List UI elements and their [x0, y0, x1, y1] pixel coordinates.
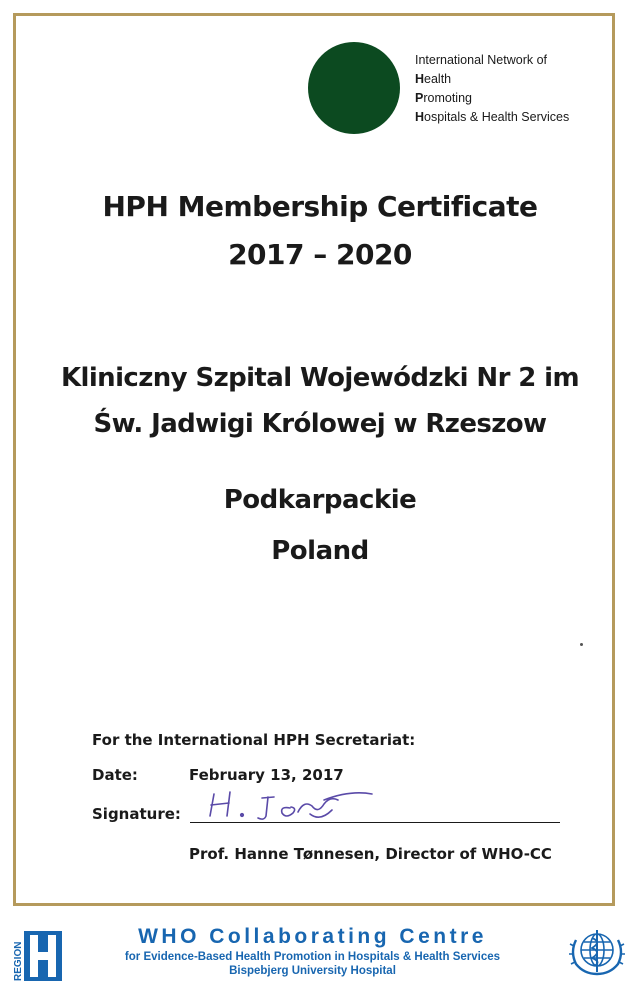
signature-label: Signature:: [92, 805, 181, 823]
hph-network-logo: [308, 42, 400, 134]
institution-name-line-2: Św. Jadwigi Królowej w Rzeszow: [93, 409, 547, 439]
institution-name-line-1: Kliniczny Szpital Wojewódzki Nr 2 im: [61, 363, 579, 393]
certificate-period: 2017 – 2020: [228, 238, 412, 271]
network-line-3: Promoting: [415, 91, 472, 105]
network-line-4: Hospitals & Health Services: [415, 110, 570, 124]
signatory-name: Prof. Hanne Tønnesen, Director of WHO-CC: [189, 845, 552, 863]
stray-mark: [580, 643, 583, 646]
institution-country: Poland: [271, 536, 369, 566]
signature-line: [190, 822, 560, 823]
secretariat-heading: For the International HPH Secretariat:: [92, 731, 416, 749]
who-cc-subtitle-line-2: Bispebjerg University Hospital: [229, 965, 396, 977]
network-line-1: International Network of: [415, 53, 548, 67]
network-name: [415, 51, 569, 127]
who-cc-title: WHO Collaborating Centre: [138, 925, 487, 948]
who-cc-subtitle: [90, 950, 535, 978]
date-label: Date:: [92, 766, 138, 784]
date-value: February 13, 2017: [189, 766, 344, 784]
who-emblem-icon: [566, 924, 628, 978]
region-logo-text: REGION: [13, 941, 24, 981]
institution-region: Podkarpackie: [223, 485, 417, 515]
region-h-logo: [10, 929, 66, 983]
certificate-title: HPH Membership Certificate: [102, 190, 538, 223]
who-cc-subtitle-line-1: for Evidence-Based Health Promotion in Hospitals & Health Services: [124, 951, 501, 963]
network-line-2: Health: [415, 72, 452, 86]
